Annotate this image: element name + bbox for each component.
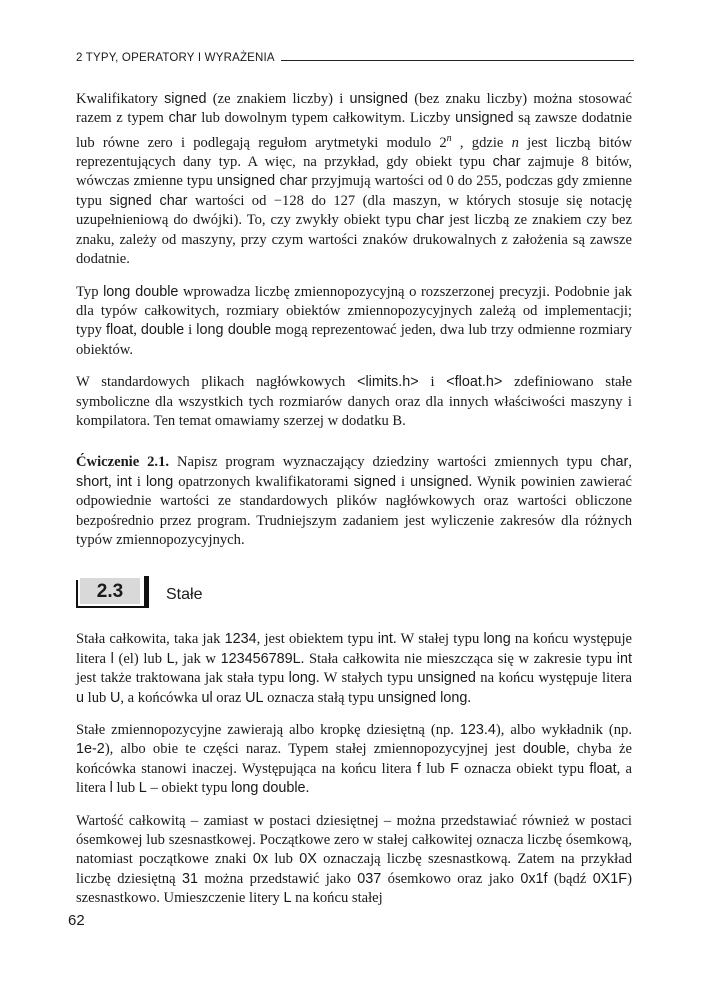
code-term: L	[138, 780, 147, 797]
code-term: l	[109, 780, 113, 797]
code-term: <float.h>	[446, 374, 503, 391]
section-number: 2.3	[80, 578, 140, 604]
code-term: unsigned	[417, 670, 476, 687]
code-term: int	[616, 650, 632, 667]
code-term: double	[522, 741, 567, 758]
code-term: char	[416, 212, 445, 229]
code-term: unsigned	[349, 91, 408, 107]
code-term: int	[377, 631, 393, 648]
code-term: <limits.h>	[357, 374, 419, 391]
code-term: 0x1f	[520, 870, 548, 887]
paragraph-octal-hex: Wartość całkowitą – zamiast w postaci dziesiętnej – można przedstawiać również w postaci ósemkowej lub szesnastkowej. Początkowe zero w stałej całkowitej oznacza liczbę ósemkową, natomiast początkowe znaki 0x lub 0X oznaczają liczbę szesnastkową. Zatem na przykład liczbę dziesiętną 31 można przedstawić jako 037 ósemkowo oraz jako 0x1f (bądź 0X1F) szesnastkowo. Umieszczenie litery L na końcu stałej	[76, 812, 632, 907]
paragraph-headers: W standardowych plikach nagłówkowych <limits.h> i <float.h> zdefiniowano stałe symboliczne dla wszystkich tych rozmiarów danych oraz dla innych właściwości maszyny i kompilatora. Ten temat omawiamy szerzej w dodatku B.	[76, 374, 633, 429]
exercise-label: Ćwiczenie 2.1.	[76, 454, 170, 471]
code-term: char	[600, 454, 629, 471]
page-number: 62	[68, 912, 85, 929]
code-term: F	[450, 760, 459, 777]
code-term: 1234	[224, 631, 257, 648]
running-head	[76, 52, 634, 64]
code-term: 0x	[252, 851, 269, 868]
code-term: UL	[245, 689, 264, 706]
code-term: long double	[103, 283, 179, 300]
code-term: long	[145, 473, 174, 490]
header-rule	[281, 60, 634, 61]
section-number-box	[76, 576, 152, 608]
code-term: long	[483, 631, 511, 648]
code-term: long	[288, 670, 316, 687]
code-term: 123456789L	[220, 650, 301, 667]
code-term: long double	[196, 322, 272, 339]
code-term: float	[589, 760, 617, 777]
code-term: l	[110, 650, 114, 667]
section-title: Stałe	[166, 586, 203, 604]
running-head-text: 2 TYPY, OPERATORY I WYRAŻENIA	[76, 52, 275, 64]
code-term: signed char	[109, 192, 188, 209]
paragraph-qualifiers: Kwalifikatory signed (ze znakiem liczby) i unsigned (bez znaku liczby) można stosować razem z typem char lub dowolnym typem całkowitym. Liczby unsigned są zawsze dodatnie lub równe zero i podlegają regułom arytmetyki modulo 2$^n$ , gdzie n jest liczbą bitów reprezentujących dany typ. A więc, na przykład, gdy obiekt typu char zajmuje 8 bitów, wówczas zmienne typu unsigned char przyjmują wartości od 0 do 255, podczas gdy zmienne typu signed char wartości od −128 do 127 (dla maszyn, w których stosuje się notację uzupełnieniową do dwójki). To, czy zwykły obiekt typu char jest liczbą ze znakiem czy bez znaku, zależy od maszyny, przy czym wartości znaków drukowalnych z założenia są zawsze dodatnie.	[76, 91, 633, 268]
section-heading	[76, 576, 632, 608]
code-term: unsigned char	[216, 173, 308, 190]
paragraph-float-constants: Stałe zmiennopozycyjne zawierają albo kropkę dziesiętną (np. 123.4), albo wykładnik (np. 1e-2), albo obie te części naraz. Typem stałej zmiennopozycyjnej jest double, chyba że końcówka stanowi inaczej. Występująca na końcu litera f lub F oznacza obiekt typu float, a litera l lub L – obiekt typu long double.	[76, 722, 633, 797]
code-term: double	[140, 322, 185, 339]
code-term: u	[76, 689, 85, 706]
code-term: unsigned	[410, 473, 469, 490]
code-term: int	[116, 473, 132, 490]
code-term: L	[166, 650, 175, 667]
body-text	[76, 90, 632, 922]
code-term: unsigned	[455, 110, 514, 127]
math-var: n	[511, 134, 519, 151]
code-term: 31	[181, 870, 198, 887]
code-term: unsigned long	[377, 689, 468, 706]
paragraph-integer-constants: Stała całkowita, taka jak 1234, jest obiektem typu int. W stałej typu long na końcu występuje litera l (el) lub L, jak w 123456789L. Stała całkowita nie mieszcząca się w zakresie typu int jest także traktowana jak stała typu long. W stałych typu unsigned na końcu występuje litera u lub U, a końcówka ul oraz UL oznacza stałą typu unsigned long.	[76, 631, 633, 706]
code-term: L	[283, 890, 292, 907]
code-term: float	[106, 322, 134, 339]
code-term: long double	[231, 780, 306, 797]
code-term: U	[109, 689, 121, 706]
code-term: 037	[357, 870, 382, 887]
code-term: ul	[201, 689, 213, 706]
code-term: signed	[353, 473, 397, 490]
superscript: n	[446, 132, 452, 144]
code-term: 0X1F	[592, 870, 628, 887]
code-term: short	[76, 473, 108, 490]
paragraph-long-double: Typ long double wprowadza liczbę zmiennopozycyjną o rozszerzonej precyzji. Podobnie jak dla typów całkowitych, rozmiary obiektów zmiennopozycyjnych zależą od implementacji; typy float, double i long double mogą reprezentować jeden, dwa lub trzy odmienne rozmiary obiektów.	[76, 283, 633, 358]
code-term: 1e-2	[76, 741, 105, 758]
code-term: signed	[164, 91, 207, 107]
code-term: char	[168, 110, 197, 127]
code-term: 123.4	[459, 722, 496, 739]
exercise-2-1: Ćwiczenie 2.1. Napisz program wyznaczający dziedziny wartości zmiennych typu char, short, int i long opatrzonych kwalifikatorami signed i unsigned. Wynik powinien zawierać odpowiednie wartości ze standardowych plików nagłówkowych oraz wartości obliczone bezpośrednio przez program. Trudniejszym zadaniem jest wyliczenie zakresów dla różnych typów zmiennopozycyjnych.	[76, 454, 632, 548]
code-term: char	[492, 154, 521, 171]
code-term: 0X	[299, 851, 317, 868]
code-term: f	[416, 760, 421, 777]
